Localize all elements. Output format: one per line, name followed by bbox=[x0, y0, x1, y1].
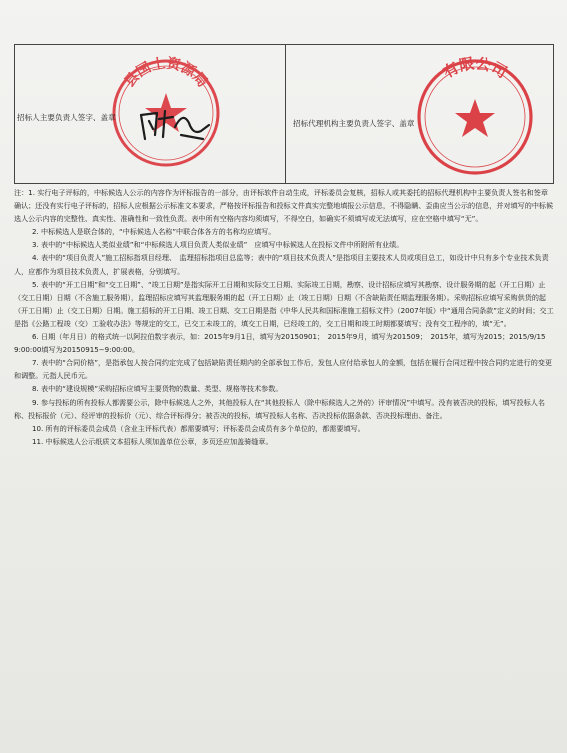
table-divider bbox=[285, 45, 286, 183]
note-2: 2. 中标候选人是联合体的，“中标候选人名称”中联合体各方的名称均应填写。 bbox=[32, 227, 276, 237]
agency-seal bbox=[413, 55, 537, 179]
note-7: 7. 表中的“合同价格”，是指承包人按合同约定完成了包括缺陷责任期内的全部承包工作后，发包人应付给承包人的金额，包括在履行合同过程中按合同约定进行的变更和调整。元指人民币元。 bbox=[14, 358, 553, 381]
left-seal-text: 县国土资源局 bbox=[121, 55, 211, 91]
svg-text:有限公司 bbox=[440, 55, 510, 82]
right-seal-text: 有限公司 bbox=[439, 55, 511, 82]
handwritten-signature bbox=[135, 105, 215, 145]
note-1: 注：1. 实行电子评标的，中标候选人公示的内容作为评标报告的一部分，由评标软件自动生成，评标委员会复核，招标人或其委托的招标代理机构中主要负责人签名和签章确认；还没有实行电子评标的，招标人应根据公示标准文本要求，严格按评标报告和投标文件真实完整地填报公示信息，不得隐瞒、歪曲应当公示的信息，并对填写的中标候选人公示内容的完整性、真实性、准确性和一致性负责。表中所有空格内容均须填写，不得空白，如确实不须填写或无法填写，应在空格中填写“无”。 bbox=[14, 188, 554, 224]
signature-table bbox=[14, 44, 554, 184]
note-11: 11. 中标候选人公示纸质文本招标人须加盖单位公章，多页还应加盖骑缝章。 bbox=[32, 436, 273, 446]
note-8: 8. 表中的“建设规模”采购招标应填写主要货物的数量、类型、规格等技术参数。 bbox=[32, 384, 283, 394]
note-4: 4. 表中的“项目负责人”施工招标指项目经理、 监理招标指项目总监等；表中的“项目技术负责人”是指项目主要技术人员或项目总工，如设计中只有多个专业技术负责人，应都作为项目技术负责人，扩展表格，分别填写。 bbox=[14, 253, 549, 276]
note-3: 3. 表中的“中标候选人类似业绩”和“中标候选人项目负责人类似业绩” 应填写中标候选人在投标文件中所附所有业绩。 bbox=[32, 240, 404, 250]
notes-section bbox=[14, 186, 554, 448]
right-signature-label: 招标代理机构主要负责人签字、盖章 bbox=[293, 119, 415, 128]
note-9: 9. 参与投标的所有投标人都需要公示，除中标候选人之外，其他投标人在“其他投标人（除中标候选人之外的）评审情况”中填写。没有被否决的投标，填写投标人名称、投标报价（元）、经评审的投标价（元）、综合评标得分；被否决的投标，填写投标人名称、否决投标依据条款、否决投标理由、备注。 bbox=[14, 397, 545, 420]
note-10: 10. 所有的评标委员会成员（含业主评标代表）都需要填写；评标委员会成员有多个单位的，都需要填写。 bbox=[32, 423, 365, 433]
note-5: 5. 表中的“开工日期”和“交工日期”、“竣工日期”是指实际开工日期和实际交工日期、实际竣工日期，勘察、设计招标应填写其勘察、设计服务期的起（开工日期）止（交工日期）日期（不含施工服务期），监理招标应填写其监理服务期的起（开工日期）止（竣工日期）日期（不含缺陷责任期监理服务期）。采购招标应填写采购供货的起（开工日期）止（交工日期）日期。施工招标的开工日期、竣工日期、交工日期是指《中华人民共和国标准施工招标文件》（2007年版）中“通用合同条款”定义的时间；交工是指《公路工程竣（交）工验收办法》等规定的交工，已交工未竣工的，填交工日期，已经竣工的，交工日期和竣工时期都要填写；没有交工程序的，填“无”。 bbox=[14, 279, 554, 328]
note-6: 6. 日期（年月日）的格式统一以阿拉伯数字表示，如：2015年9月1日，填写为20150901； 2015年9月，填写为201509； 2015年，填写为2015；2015/9/15 9:00:00填写为20150915−9:00:00。 bbox=[14, 332, 553, 355]
left-signature-label: 招标人主要负责人签字、盖章 bbox=[17, 113, 116, 122]
